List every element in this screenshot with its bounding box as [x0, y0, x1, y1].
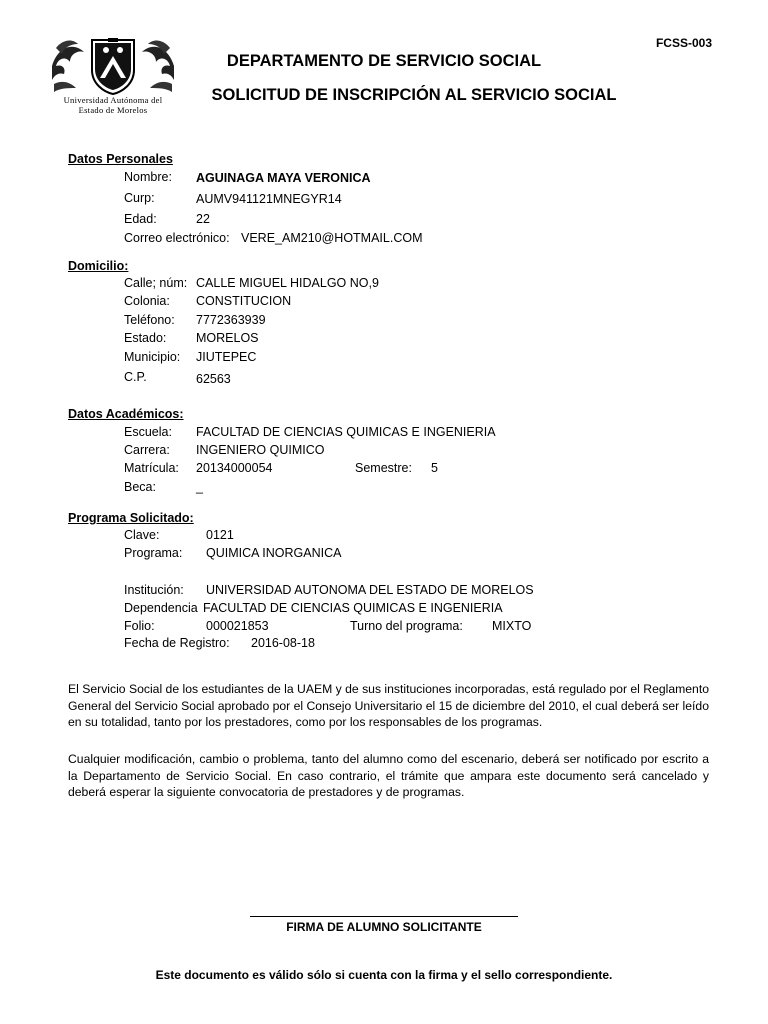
beca-value: _	[196, 480, 203, 494]
programa-label: Programa:	[124, 546, 183, 560]
estado-value: MORELOS	[196, 331, 259, 345]
folio-label: Folio:	[124, 619, 155, 633]
dependencia-value: FACULTAD DE CIENCIAS QUIMICAS E INGENIERIA	[203, 601, 503, 615]
nombre-value: AGUINAGA MAYA VERONICA	[196, 171, 371, 185]
nombre-label: Nombre:	[124, 170, 172, 184]
fecha-registro-value: 2016-08-18	[251, 636, 315, 650]
correo-value: VERE_AM210@HOTMAIL.COM	[241, 231, 423, 245]
colonia-label: Colonia:	[124, 294, 170, 308]
regulation-paragraph: El Servicio Social de los estudiantes de la UAEM y de sus instituciones incorporadas, está regulado por el Reglamento General del Servicio Social aprobado por el Consejo Universitario el 15 de diciembre del 2010, el cual deberá ser leído en su totalidad, tanto por los prestadores, como por los responsables de los programas.	[68, 682, 709, 729]
cp-value: 62563	[196, 372, 231, 386]
clave-value: 0121	[206, 528, 234, 542]
dependencia-label: Dependencia	[124, 601, 198, 615]
correo-label: Correo electrónico:	[124, 231, 230, 245]
colonia-value: CONSTITUCION	[196, 294, 292, 308]
institucion-label: Institución:	[124, 583, 184, 597]
matricula-label: Matrícula:	[124, 461, 179, 475]
estado-label: Estado:	[124, 331, 167, 345]
municipio-value: JIUTEPEC	[196, 350, 257, 364]
document-code: FCSS-003	[655, 36, 712, 50]
section-heading-domicilio: Domicilio:	[68, 259, 129, 273]
programa-value: QUIMICA INORGANICA	[206, 546, 342, 560]
edad-label: Edad:	[124, 212, 157, 226]
telefono-label: Teléfono:	[124, 313, 175, 327]
section-heading-personal: Datos Personales	[68, 152, 173, 166]
turno-value: MIXTO	[492, 619, 532, 633]
beca-label: Beca:	[124, 480, 156, 494]
folio-value: 000021853	[206, 619, 269, 633]
calle-value: CALLE MIGUEL HIDALGO NO,9	[196, 276, 379, 290]
turno-label: Turno del programa:	[350, 619, 463, 633]
signature-label: FIRMA DE ALUMNO SOLICITANTE	[286, 920, 482, 934]
fecha-registro-label: Fecha de Registro:	[124, 636, 230, 650]
institucion-value: UNIVERSIDAD AUTONOMA DEL ESTADO DE MORELOS	[206, 583, 534, 597]
clave-label: Clave:	[124, 528, 160, 542]
curp-label: Curp:	[124, 191, 155, 205]
semestre-value: 5	[431, 461, 438, 475]
university-name-line1: Universidad Autónoma del	[63, 95, 163, 105]
page-title: DEPARTAMENTO DE SERVICIO SOCIAL	[226, 52, 542, 70]
escuela-label: Escuela:	[124, 425, 172, 439]
carrera-value: INGENIERO QUIMICO	[196, 443, 325, 457]
calle-label: Calle; núm:	[124, 276, 188, 290]
edad-value: 22	[196, 212, 210, 226]
matricula-value: 20134000054	[196, 461, 273, 475]
carrera-label: Carrera:	[124, 443, 170, 457]
semestre-label: Semestre:	[355, 461, 412, 475]
validity-note: Este documento es válido sólo si cuenta con la firma y el sello correspondiente.	[155, 968, 613, 982]
section-heading-academicos: Datos Académicos:	[68, 407, 184, 421]
university-name-line2: Estado de Morelos	[78, 105, 148, 115]
notice-paragraph: Cualquier modificación, cambio o problema, tanto del alumno como del escenario, deberá ser notificado por escrito a la Departamento de Servicio Social. En caso contrario, el trámite que ampara este documento será cancelado y deberá esperar la siguiente convocatoria de prestadores y de programas.	[68, 752, 709, 799]
escuela-value: FACULTAD DE CIENCIAS QUIMICAS E INGENIERIA	[196, 425, 496, 439]
signature-line	[250, 916, 518, 917]
page-subtitle: SOLICITUD DE INSCRIPCIÓN AL SERVICIO SOCIAL	[211, 86, 617, 104]
curp-value: AUMV941121MNEGYR14	[196, 192, 342, 206]
section-heading-programa: Programa Solicitado:	[68, 511, 194, 525]
municipio-label: Municipio:	[124, 350, 181, 364]
telefono-value: 7772363939	[196, 313, 266, 327]
cp-label: C.P.	[124, 370, 147, 384]
